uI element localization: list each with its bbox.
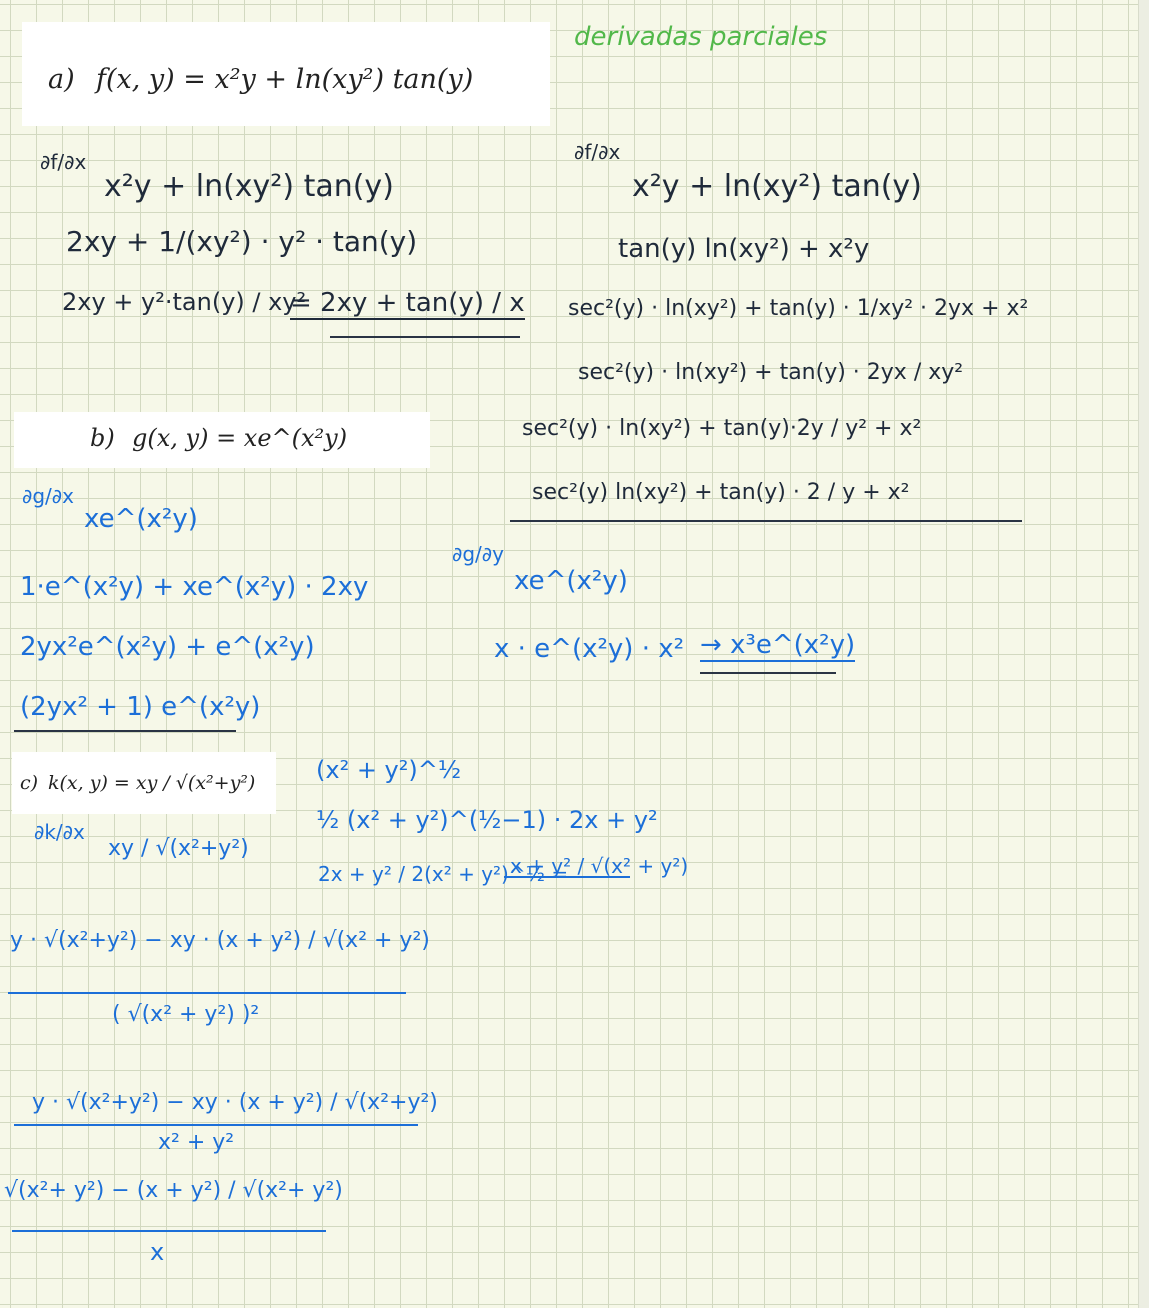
part-b-dx-line2: 1·e^(x²y) + xe^(x²y) · 2xy [20, 572, 369, 602]
part-b-dy-result: → x³e^(x²y) [700, 630, 856, 660]
part-a-dy-underline [510, 520, 1022, 522]
problem-c-statement: k(x, y) = xy / √(x²+y²) [48, 772, 256, 794]
part-a-dx-line2: 2xy + 1/(xy²) · y² · tan(y) [66, 225, 418, 258]
part-a-dx-result: = 2xy + tan(y) / x [290, 288, 525, 318]
part-a-dy-line6: sec²(y) ln(xy²) + tan(y) · 2 / y + x² [532, 480, 910, 505]
part-a-dy-line2: tan(y) ln(xy²) + x²y [618, 234, 870, 264]
part-a-dy-line5: sec²(y) · ln(xy²) + tan(y)·2y / y² + x² [522, 416, 922, 441]
part-c-dx-simplified-bar [14, 1124, 418, 1126]
part-a-dx-line1: x²y + ln(xy²) tan(y) [104, 169, 394, 204]
part-b-dy-operator: ∂g/∂y [452, 542, 504, 566]
part-a-dy-line3: sec²(y) · ln(xy²) + tan(y) · 1/xy² · 2yx + x² [568, 296, 1029, 321]
part-b-dx-line4: (2yx² + 1) e^(x²y) [20, 692, 261, 722]
part-c-dx-final-numerator: √(x²+ y²) − (x + y²) / √(x²+ y²) [4, 1178, 343, 1203]
part-c-side-fraction-bar [504, 876, 630, 878]
part-a-dy-line4: sec²(y) · ln(xy²) + tan(y) · 2yx / xy² [578, 360, 964, 385]
part-c-dx-quotient-numerator: y · √(x²+y²) − xy · (x + y²) / √(x² + y²) [10, 928, 430, 953]
part-c-side-line2: ½ (x² + y²)^(½−1) · 2x + y² [316, 806, 658, 834]
part-c-dx-quotient-bar [8, 992, 406, 994]
page-scroll-edge [1138, 0, 1149, 1308]
part-c-dx-operator: ∂k/∂x [34, 820, 85, 844]
part-a-dx-line3-left: 2xy + y²·tan(y) / xy² [62, 288, 307, 316]
part-c-side-line3: 2x + y² / 2(x² + y²)^½ = [318, 862, 569, 886]
part-a-dy-line1: x²y + ln(xy²) tan(y) [632, 169, 922, 204]
part-a-dx-underline [330, 336, 520, 338]
part-a-dx-operator: ∂f/∂x [40, 150, 87, 174]
problem-a-label: a) [48, 64, 75, 95]
part-b-dx-line3: 2yx²e^(x²y) + e^(x²y) [20, 632, 315, 662]
part-c-dx-final-bar [12, 1230, 326, 1232]
part-c-dx-simplified-denominator: x² + y² [158, 1130, 235, 1155]
problem-c-label: c) [20, 772, 39, 794]
part-c-dx-final-denominator: x [150, 1238, 165, 1266]
part-b-dx-underline [14, 730, 236, 732]
part-b-dy-line2: x · e^(x²y) · x² [494, 634, 685, 664]
header-note: derivadas parciales [574, 22, 828, 52]
part-b-dy-underline [700, 672, 836, 674]
part-c-side-line1: (x² + y²)^½ [316, 756, 462, 784]
problem-c-box [12, 752, 276, 814]
part-b-dy-line1: xe^(x²y) [514, 566, 628, 596]
part-c-dx-simplified-numerator: y · √(x²+y²) − xy · (x + y²) / √(x²+y²) [32, 1090, 438, 1115]
problem-b-box [14, 412, 430, 468]
problem-a-box [22, 22, 550, 126]
part-b-dx-operator: ∂g/∂x [22, 484, 74, 508]
part-c-dx-line1: xy / √(x²+y²) [108, 836, 249, 861]
part-c-side-line3-right: x + y² / √(x² + y²) [510, 854, 689, 878]
problem-a-statement: f(x, y) = x²y + ln(xy²) tan(y) [96, 64, 474, 95]
problem-b-statement: g(x, y) = xe^(x²y) [132, 424, 348, 452]
problem-b-label: b) [90, 424, 115, 452]
part-c-dx-quotient-denominator: ( √(x² + y²) )² [112, 1002, 260, 1027]
part-a-dy-operator: ∂f/∂x [574, 140, 621, 164]
part-b-dx-line1: xe^(x²y) [84, 504, 198, 534]
